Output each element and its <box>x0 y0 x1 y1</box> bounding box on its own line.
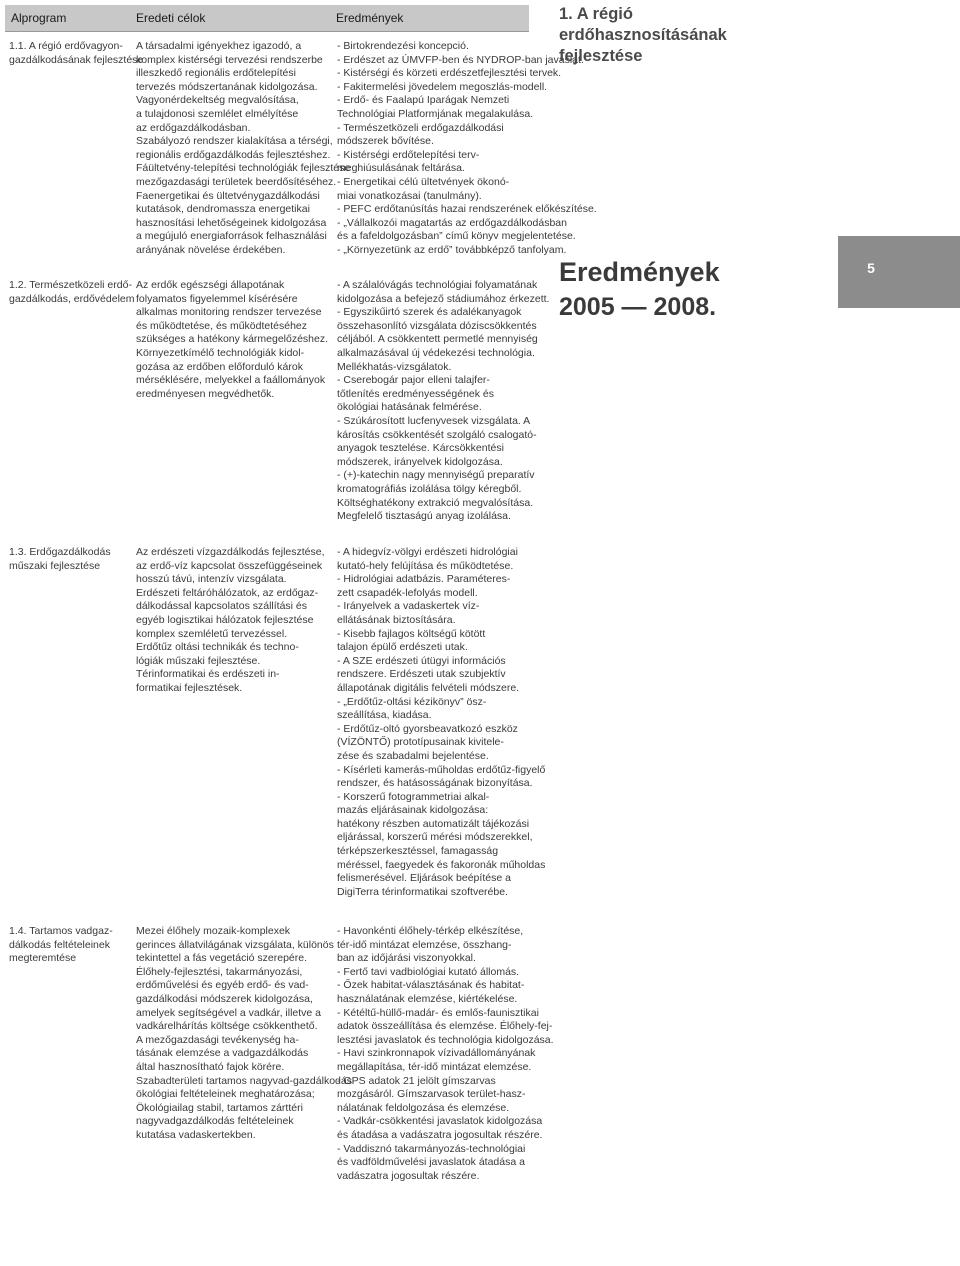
text-line: - Kétéltű-hüllő-madár- és emlős-faunisztikai <box>337 1006 539 1019</box>
program-line: megteremtése <box>9 952 77 965</box>
text-line: lesztési javaslatok és technológia kidolgozása. <box>337 1033 554 1046</box>
text-line: formatikai fejlesztések. <box>136 681 243 694</box>
text-line: Szabályozó rendszer kialakítása a térségi, <box>136 135 333 148</box>
text-line: - A hidegvíz-völgyi erdészeti hidrológiai <box>337 546 518 558</box>
text-line: egyéb logisztikai hálózatok fejlesztése <box>136 613 314 626</box>
row-1-results <box>337 40 597 258</box>
text-line: használatának elemzése, kiértékelése. <box>337 992 518 1005</box>
text-line: DigiTerra térinformatikai szoftverébe. <box>337 885 508 898</box>
text-line: módszerek bővítése. <box>337 135 434 148</box>
text-line: Erdészeti feltáróhálózatok, az erdőgaz- <box>136 586 319 599</box>
program-line: gazdálkodás, erdővédelem <box>9 292 135 305</box>
text-line: tásának elemzése a vadgazdálkodás <box>136 1047 309 1060</box>
text-line: - Fakitermelési jövedelem megoszlás-modell. <box>337 80 548 93</box>
text-line: Szabadterületi tartamos nagyvad-gazdálkodás <box>136 1074 352 1087</box>
text-line: tőtlenítés eredményességének és <box>337 387 495 400</box>
text-line: A társadalmi igényekhez igazodó, a <box>136 40 302 52</box>
program-line: műszaki fejlesztése <box>9 559 101 572</box>
text-line: - Vadkár-csökkentési javaslatok kidolgozása <box>337 1115 543 1128</box>
text-line: mazás eljárásainak kidolgozása: <box>337 804 489 817</box>
text-line: felismerésével. Eljárások beépítése a <box>337 872 511 885</box>
text-line: ökológiai hatásának felmérése. <box>337 401 482 414</box>
text-line: eljárással, korszerű mérési módszerekkel, <box>337 831 533 844</box>
header-eredeti-celok: Eredeti célok <box>136 11 206 25</box>
text-line: Erdőtűz oltási technikák és techno- <box>136 641 299 654</box>
text-line: amelyek segítségével a vadkár, illetve a <box>136 1006 322 1019</box>
text-line: - Kistérségi erdőtelepítési terv- <box>337 148 480 161</box>
program-line: 1.2. Természetközeli erdő- <box>9 279 132 291</box>
text-line: komplex szemléletű tervezéssel. <box>136 627 288 640</box>
text-line: - A SZE erdészeti útügyi információs <box>337 654 506 667</box>
text-line: lógiák műszaki fejlesztése. <box>136 654 261 667</box>
text-line: - Erdőtűz-oltó gyorsbeavatkozó eszköz <box>337 722 518 735</box>
text-line: - „Vállalkozói magatartás az erdőgazdálkodásban <box>337 216 567 229</box>
text-line: szeállítása, kiadása. <box>337 709 432 722</box>
text-line: hosszú távú, intenzív vizsgálata. <box>136 573 287 586</box>
text-line: és átadása a vadászatra jogosultak részére. <box>337 1128 543 1141</box>
text-line: Környezetkímélő technológiák kidol- <box>136 346 305 359</box>
text-line: a tulajdonosi szemlélet elmélyítése <box>136 107 299 120</box>
program-line: 1.4. Tartamos vadgaz- <box>9 925 113 937</box>
row-4-program <box>9 925 134 966</box>
text-line: tér-idő mintázat elemzése, összhang- <box>337 938 512 951</box>
text-line: komplex kistérségi tervezési rendszerbe <box>136 53 323 66</box>
text-line: Megfelelő tisztaságú anyag izolálása. <box>337 510 511 523</box>
text-line: Technológiai Platformjának megalakulása. <box>337 107 534 120</box>
row-1-program <box>9 40 144 67</box>
text-line: gozása az erdőben előforduló károk <box>136 360 303 373</box>
text-line: gerinces állatvilágának vizsgálata, különös <box>136 938 334 951</box>
section-title <box>559 4 727 67</box>
text-line: céljából. A csökkentett permetlé mennyiség <box>337 333 538 346</box>
text-line: ellátásának biztosítására. <box>337 613 456 626</box>
text-line: és a fafeldolgozásban” című könyv megjelentetése. <box>337 230 576 243</box>
program-line: 1.3. Erdőgazdálkodás <box>9 546 111 558</box>
text-line: mozgásáról. Gímszarvasok terület-hasz- <box>337 1088 526 1101</box>
text-line: regionális erdőgazdálkodás fejlesztéshez. <box>136 148 331 161</box>
text-line: Élőhely-fejlesztési, takarmányozási, <box>136 965 303 978</box>
text-line: Ökológiailag stabil, tartamos zárttéri <box>136 1101 303 1114</box>
text-line: - „Környezetünk az erdő” továbbképző tanfolyam. <box>337 243 567 256</box>
text-line: A mezőgazdasági tevékenység ha- <box>136 1033 299 1046</box>
text-line: gazdálkodási módszerek kidolgozása, <box>136 992 313 1005</box>
text-line: zett csapadék-lefolyás modell. <box>337 586 478 599</box>
results-title: Eredmények <box>559 257 720 287</box>
text-line: arányának növelése érdekében. <box>136 243 286 256</box>
program-line: dálkodás feltételeinek <box>9 938 110 951</box>
text-line: által hasznosítható fajok körére. <box>136 1060 285 1073</box>
text-line: térképszerkesztéssel, famagasság <box>337 845 499 858</box>
text-line: - Irányelvek a vadaskertek víz- <box>337 600 480 613</box>
text-line: illeszkedő regionális erdőtelepítési <box>136 67 296 80</box>
text-line: - Kísérleti kamerás-műholdas erdőtűz-figyelő <box>337 763 546 776</box>
text-line: erdőművelési és egyéb erdő- és vad- <box>136 979 309 992</box>
text-line: - Kistérségi és körzeti erdészetfejlesztési tervek. <box>337 67 562 80</box>
text-line: kromatográfiás izolálása tölgy kéregből. <box>337 482 522 495</box>
text-line: - Havi szinkronnapok vízivadállományának <box>337 1047 536 1060</box>
row-3-results <box>337 546 546 899</box>
text-line: Térinformatikai és erdészeti in- <box>136 668 280 681</box>
program-line: gazdálkodásának fejlesztése <box>9 53 144 66</box>
text-line: alkalmas monitoring rendszer tervezése <box>136 306 322 319</box>
text-line: Faenergetikai és ültetvénygazdálkodási <box>136 189 320 202</box>
text-line: károsítás csökkentését szolgáló csalogató- <box>337 428 537 441</box>
text-line: a megújuló energiaforrások felhasználási <box>136 230 327 243</box>
text-line: kidolgozása a befejező stádiumához érkezett. <box>337 292 550 305</box>
text-line: - Szúkárosított lucfenyvesek vizsgálata. A <box>337 414 531 427</box>
page-number-tab <box>838 236 960 308</box>
text-line: szükséges a hatékony kármegelőzéshez. <box>136 333 329 346</box>
text-line: - Korszerű fotogrammetriai alkal- <box>337 790 490 803</box>
row-2-program <box>9 279 134 306</box>
text-line: állapotának digitális felvételi módszere. <box>337 681 520 694</box>
table-header <box>5 5 529 32</box>
text-line: - A szálalóvágás technológiai folyamatának <box>337 279 538 291</box>
text-line: kutatások, dendromassza energetikai <box>136 203 310 216</box>
text-line: kutató-hely felújítása és működtetése. <box>337 559 514 572</box>
text-line: - Egyszikűirtó szerek és adalékanyagok <box>337 306 522 319</box>
text-line: - Erdő- és Faalapú Iparágak Nemzeti <box>337 94 510 107</box>
text-line: adatok összeállítása és elemzése. Élőhely-fej- <box>337 1020 553 1033</box>
text-line: - Vaddisznó takarmányozás-technológiai <box>337 1142 526 1155</box>
text-line: kutatása vadaskertekben. <box>136 1128 256 1141</box>
text-line: meghiúsulásának feltárása. <box>337 162 465 175</box>
text-line: és működtetése, és működtetéséhez <box>136 319 308 332</box>
text-line: Mellékhatás-vizsgálatok. <box>337 360 452 373</box>
text-line: hasznosítási lehetőségeinek kidolgozása <box>136 216 327 229</box>
text-line: nagyvadgazdálkodás feltételeinek <box>136 1115 294 1128</box>
section-title-line: erdőhasznosításának <box>559 26 727 44</box>
text-line: Az erdészeti vízgazdálkodás fejlesztése, <box>136 546 325 558</box>
text-line: - PEFC erdőtanúsítás hazai rendszerének előkészítése. <box>337 203 597 216</box>
text-line: Vagyonérdekeltség megvalósítása, <box>136 94 299 107</box>
section-title-line: 1. A régió <box>559 5 633 23</box>
text-line: folyamatos figyelemmel kísérésére <box>136 292 298 305</box>
text-line: összehasonlító vizsgálata dóziscsökkentés <box>337 319 537 332</box>
row-3-goals <box>136 546 332 696</box>
text-line: hatékony részben automatizált tájékozási <box>337 817 530 830</box>
text-line: módszerek, irányelvek kidolgozása. <box>337 455 503 468</box>
results-years: 2005 — 2008. <box>559 293 717 321</box>
text-line: méréssel, faegyedek és fakoronák műholdas <box>337 858 546 871</box>
text-line: ökológiai feltételeinek meghatározása; <box>136 1088 315 1101</box>
text-line: Költséghatékony extrakció megvalósítása. <box>337 496 534 509</box>
header-alprogram: Alprogram <box>11 11 67 25</box>
text-line: mérséklésére, melyekkel a faállományok <box>136 374 326 387</box>
row-3-program <box>9 546 134 573</box>
text-line: Mezei élőhely mozaik-komplexek <box>136 925 291 937</box>
text-line: vadkárelhárítás költsége csökkenthető. <box>136 1020 318 1033</box>
text-line: eredményesen megvédhetők. <box>136 387 275 400</box>
text-line: - Energetikai célú ültetvények ökonó- <box>337 175 510 188</box>
text-line: ban az időjárási viszonyokkal. <box>337 952 476 965</box>
row-2-goals <box>136 279 332 401</box>
text-line: anyagok tesztelése. Kárcsökkentési <box>337 442 504 455</box>
text-line: dálkodással kapcsolatos szállítási és <box>136 600 308 613</box>
row-4-results <box>337 925 554 1183</box>
text-line: rendszere. Erdészeti utak szubjektív <box>337 668 506 681</box>
header-eredmenyek: Eredmények <box>336 11 404 25</box>
text-line: megállapítása, tér-idő mintázat elemzése. <box>337 1060 532 1073</box>
text-line: miai vonatkozásai (tanulmány). <box>337 189 482 202</box>
text-line: - GPS adatok 21 jelölt gímszarvas <box>337 1074 496 1087</box>
text-line: - Kisebb fajlagos költségű kötött <box>337 627 486 640</box>
text-line: (VÍZÖNTŐ) prototípusainak kivitele- <box>337 736 504 749</box>
text-line: - Erdészet az ÚMVFP-ben és NYDROP-ban javaslat. <box>337 53 584 66</box>
text-line: az erdőgazdálkodásban. <box>136 121 251 134</box>
text-line: alkalmazásával új védekezési technológia. <box>337 346 535 359</box>
text-line: - Havonkénti élőhely-térkép elkészítése, <box>337 925 524 937</box>
text-line: zése és szabadalmi bejelentése. <box>337 749 489 762</box>
text-line: rendszer, és hatásosságának bizonyítása. <box>337 777 533 790</box>
text-line: - Hidrológiai adatbázis. Paraméteres- <box>337 573 511 586</box>
text-line: - Cserebogár pajor elleni talajfer- <box>337 374 490 387</box>
text-line: tekintettel a fás vegetáció szerepére. <box>136 952 308 965</box>
text-line: Fáültetvény-telepítési technológiák fejlesztése <box>136 162 351 175</box>
text-line: - „Erdőtűz-oltási kézikönyv” ösz- <box>337 695 487 708</box>
text-line: - Birtokrendezési koncepció. <box>337 40 469 52</box>
text-line: az erdő-víz kapcsolat összefüggéseinek <box>136 559 323 572</box>
text-line: - (+)-katechin nagy mennyiségű preparatív <box>337 469 535 482</box>
text-line: - Őzek habitat-választásának és habitat- <box>337 979 525 992</box>
text-line: mezőgazdasági területek beerdősítéséhez. <box>136 175 337 188</box>
section-title-line: fejlesztése <box>559 47 643 65</box>
text-line: - Fertő tavi vadbiológiai kutató állomás. <box>337 965 520 978</box>
text-line: és vadföldművelési javaslatok átadása a <box>337 1156 525 1169</box>
program-line: 1.1. A régió erdővagyon- <box>9 40 123 52</box>
row-1-goals <box>136 40 351 258</box>
text-line: talajon épülő erdészeti utak. <box>337 641 468 654</box>
text-line: vadászatra jogosultak részére. <box>337 1169 480 1182</box>
page-number: 5 <box>867 260 875 276</box>
text-line: Az erdők egészségi állapotának <box>136 279 285 291</box>
row-2-results <box>337 279 550 524</box>
text-line: nálatának feldolgozása és elemzése. <box>337 1101 510 1114</box>
text-line: tervezés módszertanának kidolgozása. <box>136 80 318 93</box>
row-4-goals <box>136 925 352 1143</box>
text-line: - Természetközeli erdőgazdálkodási <box>337 121 504 134</box>
